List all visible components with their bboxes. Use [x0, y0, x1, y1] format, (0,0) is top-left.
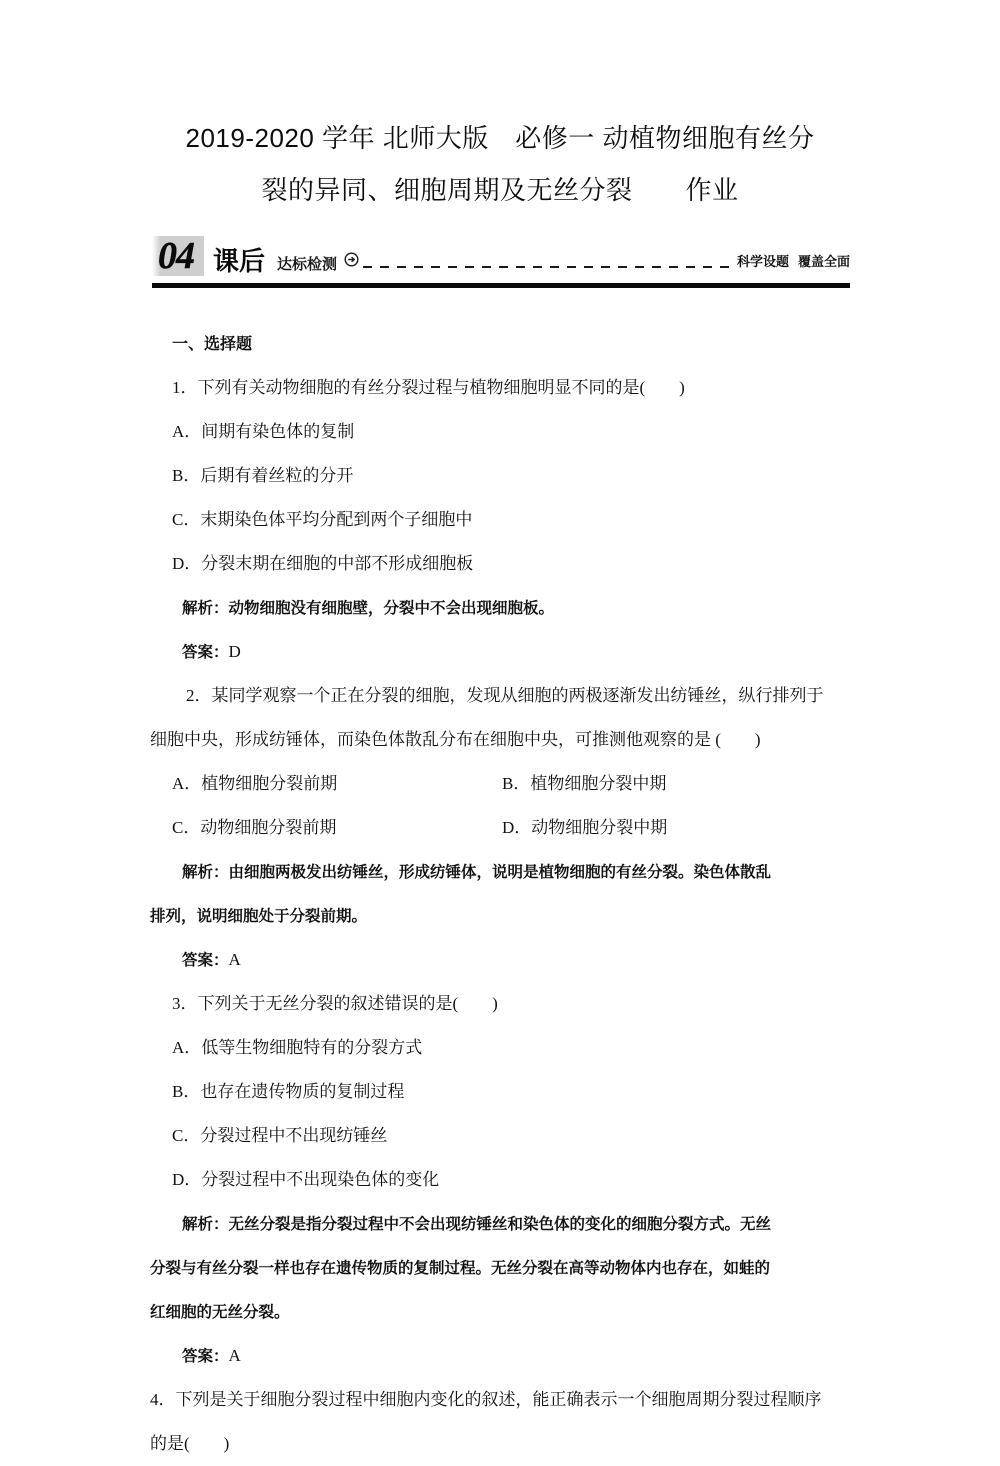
question-option[interactable]: C．末期染色体平均分配到两个子细胞中	[172, 510, 473, 529]
circled-arrow-right-icon	[344, 252, 359, 272]
question-option[interactable]: B．也存在遗传物质的复制过程	[172, 1082, 405, 1101]
answer-value: A	[228, 950, 241, 969]
answer-value: D	[228, 642, 241, 661]
banner-dashed-rule	[363, 266, 729, 268]
explanation-line	[150, 1202, 870, 1246]
explanation-line: 红细胞的无丝分裂。	[150, 1303, 290, 1321]
answer-line	[182, 938, 870, 982]
banner-keyword: 课后	[213, 247, 266, 277]
answer-line	[182, 630, 870, 674]
section-banner-inner	[152, 234, 850, 276]
section-heading: 一、选择题	[172, 334, 253, 353]
explanation-label: 解析：	[182, 863, 229, 881]
question-block-3	[150, 982, 870, 1378]
answer-line	[182, 1334, 870, 1378]
question-option[interactable]: B．植物细胞分裂中期	[502, 774, 667, 793]
section-banner	[0, 234, 1000, 292]
question-block-2	[150, 674, 870, 982]
page-title	[0, 0, 1000, 216]
explanation-line	[150, 586, 870, 630]
banner-bottom-rule	[152, 283, 850, 288]
question-option[interactable]: D．分裂末期在细胞的中部不形成细胞板	[172, 554, 474, 573]
banner-tag-left: 科学设题	[736, 255, 789, 270]
explanation-line	[150, 850, 870, 894]
page-title-line-2: 裂的异同、细胞周期及无丝分裂 作业	[261, 175, 739, 205]
banner-tag-right: 覆盖全面	[797, 255, 850, 270]
banner-number-block	[152, 236, 204, 276]
question-block-4	[150, 1378, 870, 1466]
document-body	[0, 292, 1000, 1466]
answer-value: A	[228, 1346, 241, 1365]
explanation-line: 分裂与有丝分裂一样也存在遗传物质的复制过程。无丝分裂在高等动物体内也存在，如蛙的	[150, 1259, 771, 1277]
explanation-line: 排列，说明细胞处于分裂前期。	[150, 907, 368, 925]
question-block-1	[150, 366, 870, 674]
question-option[interactable]: A．植物细胞分裂前期	[172, 774, 338, 793]
question-option[interactable]: C．分裂过程中不出现纺锤丝	[172, 1126, 388, 1145]
question-option-row	[172, 806, 870, 850]
explanation-text: 无丝分裂是指分裂过程中不会出现纺锤丝和染色体的变化的细胞分裂方式。无丝	[228, 1215, 772, 1233]
question-option[interactable]: C．动物细胞分裂前期	[172, 818, 337, 837]
question-option[interactable]: D．分裂过程中不出现染色体的变化	[172, 1170, 440, 1189]
question-stem: 3．下列关于无丝分裂的叙述错误的是( )	[172, 994, 498, 1013]
question-stem-line-1: 4．下列是关于细胞分裂过程中细胞内变化的叙述，能正确表示一个细胞周期分裂过程顺序	[150, 1390, 822, 1409]
explanation-text: 动物细胞没有细胞壁，分裂中不会出现细胞板。	[228, 599, 555, 617]
explanation-label: 解析：	[182, 1215, 229, 1233]
answer-label: 答案：	[182, 951, 229, 969]
question-option[interactable]: A．间期有染色体的复制	[172, 422, 355, 441]
question-stem: 1．下列有关动物细胞的有丝分裂过程与植物细胞明显不同的是( )	[172, 378, 685, 397]
question-stem-line-2: 的是( )	[150, 1434, 230, 1453]
question-option[interactable]: B．后期有着丝粒的分开	[172, 466, 354, 485]
banner-number: 04	[158, 235, 194, 277]
explanation-text: 由细胞两极发出纺锤丝，形成纺锤体，说明是植物细胞的有丝分裂。染色体散乱	[228, 863, 772, 881]
banner-subtitle: 达标检测	[277, 255, 338, 273]
question-option[interactable]: D．动物细胞分裂中期	[502, 818, 668, 837]
page-title-line-1: 2019-2020 学年 北师大版 必修一 动植物细胞有丝分	[185, 123, 815, 153]
question-option-row	[172, 762, 870, 806]
answer-label: 答案：	[182, 1347, 229, 1365]
question-stem-line-2: 细胞中央，形成纺锤体，而染色体散乱分布在细胞中央，可推测他观察的是 ( )	[150, 730, 761, 749]
explanation-label: 解析：	[182, 599, 229, 617]
answer-label: 答案：	[182, 643, 229, 661]
question-stem-line-1: 2．某同学观察一个正在分裂的细胞，发现从细胞的两极逐渐发出纺锤丝，纵行排列于	[186, 686, 824, 705]
question-option[interactable]: A．低等生物细胞特有的分裂方式	[172, 1038, 423, 1057]
banner-tagline	[737, 255, 850, 271]
